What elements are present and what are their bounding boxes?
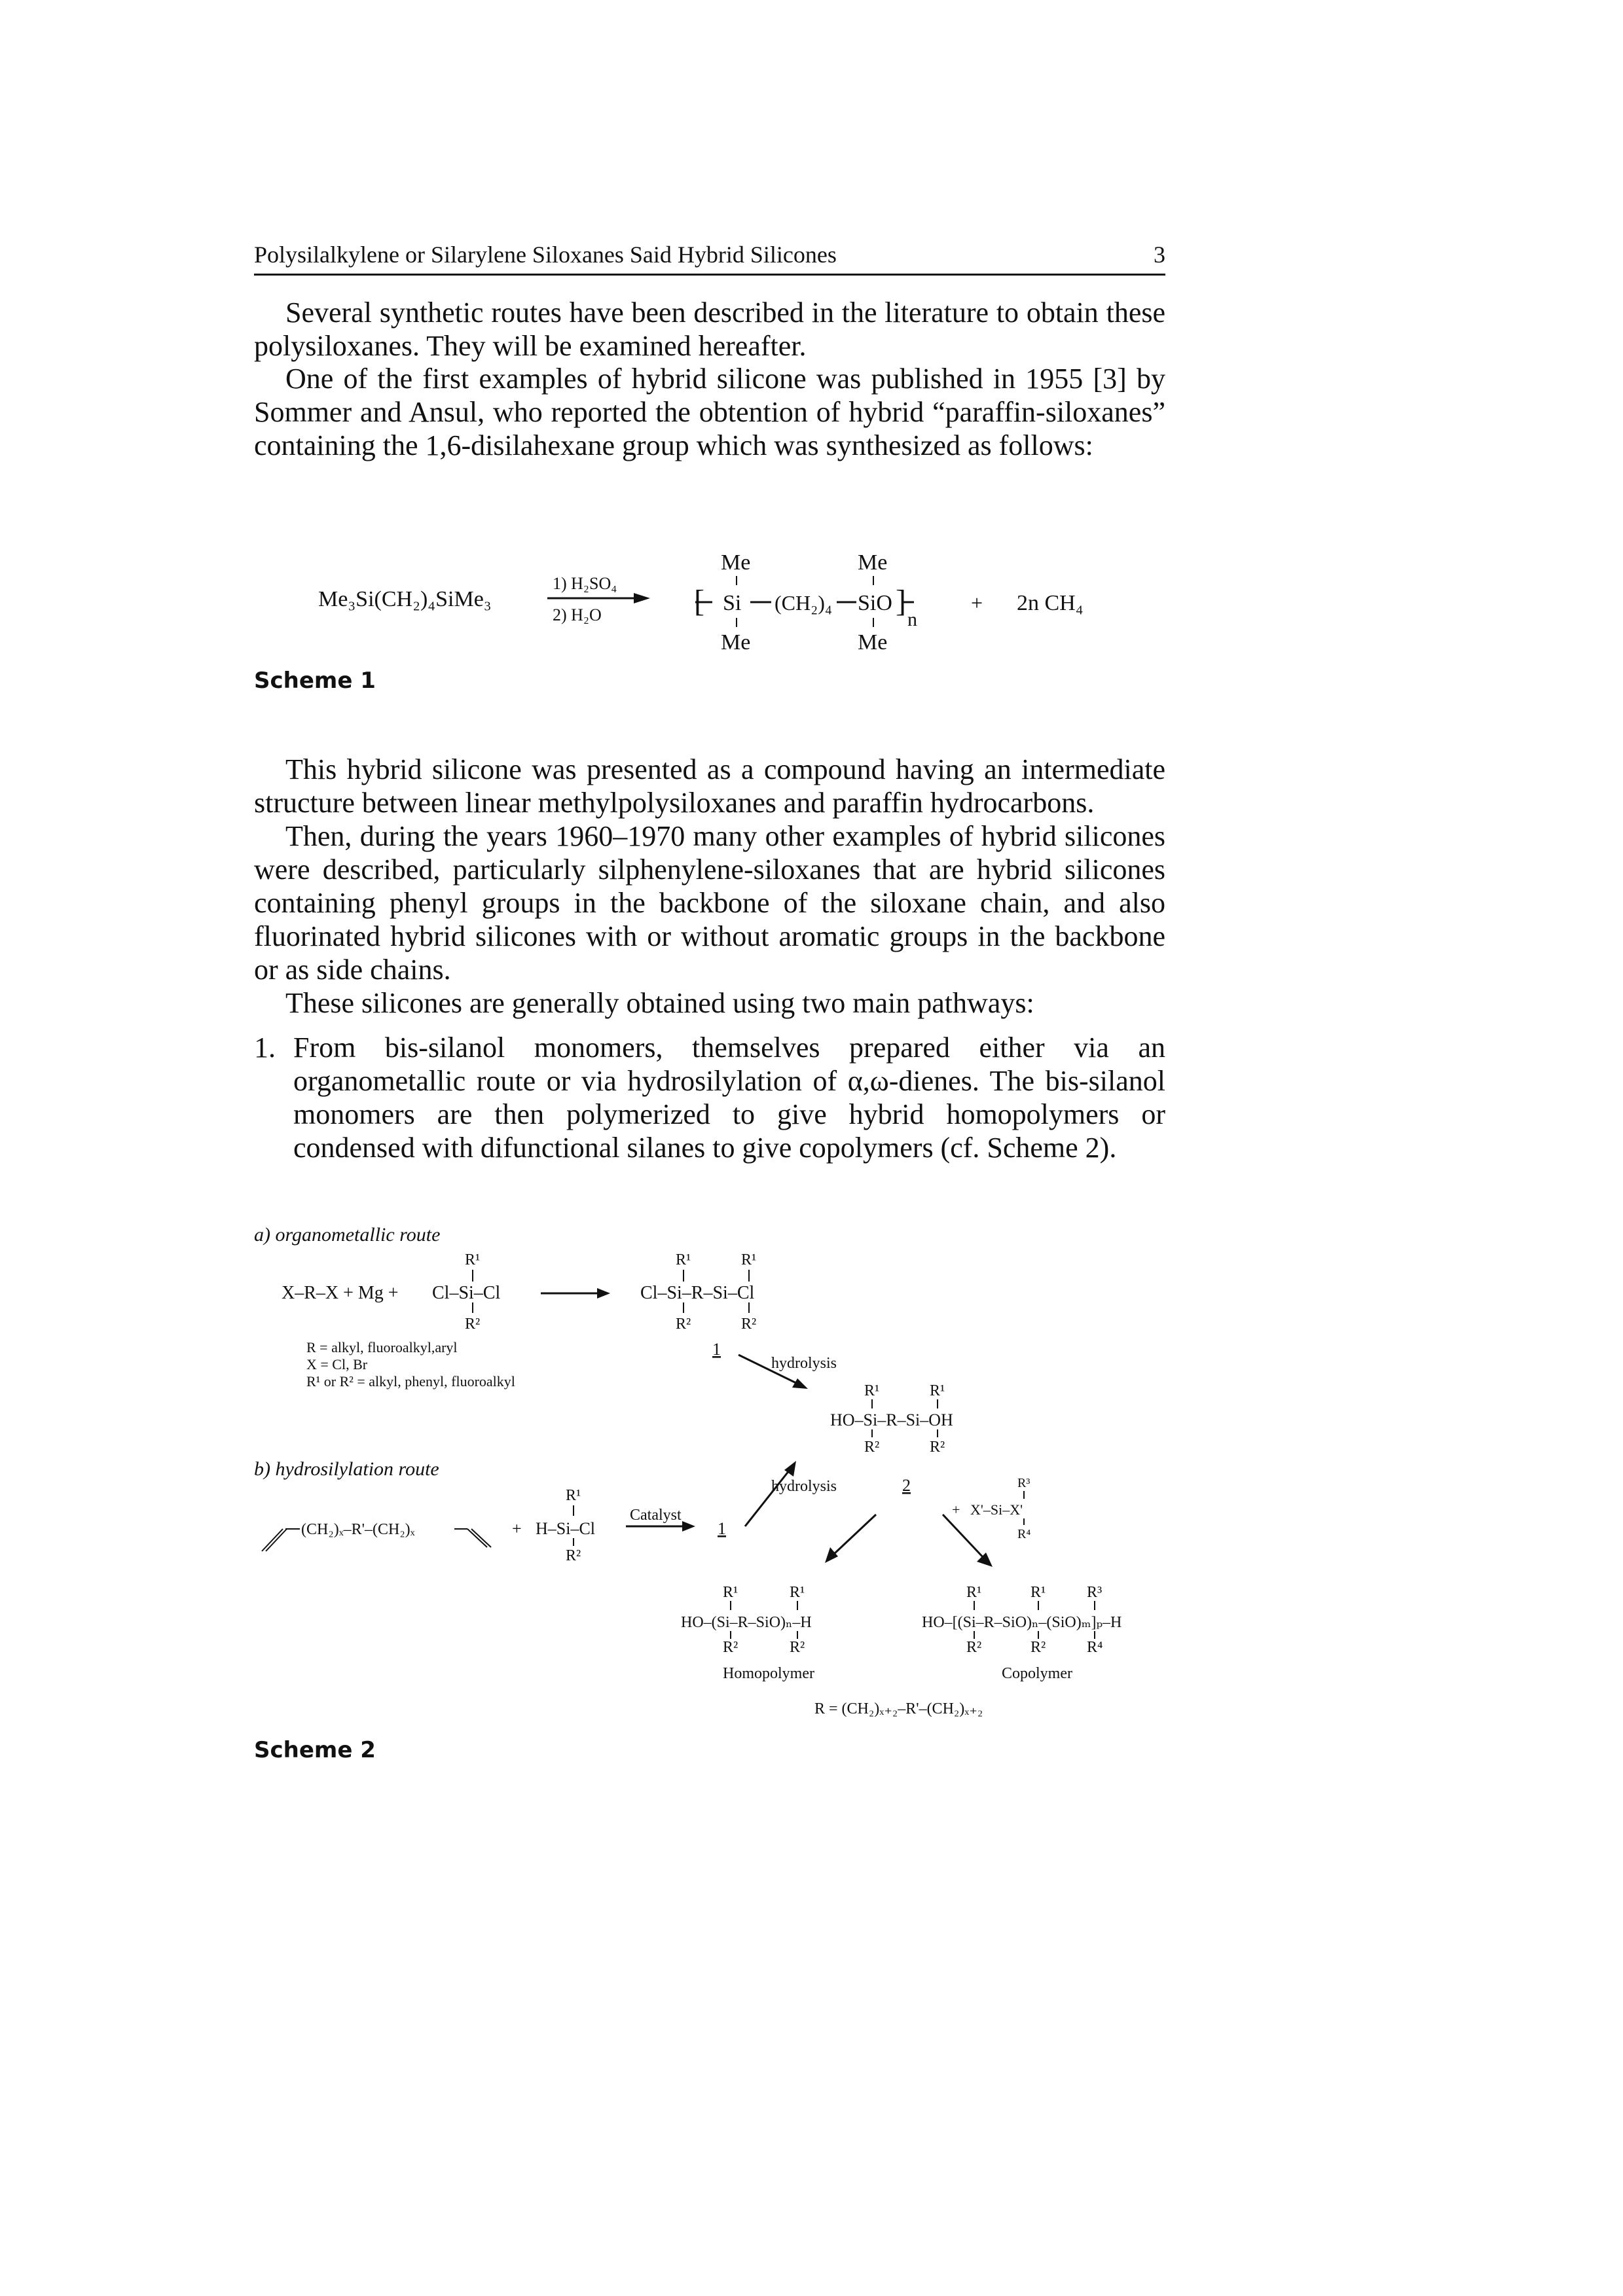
scheme2-compound-2: 2: [902, 1476, 911, 1495]
scheme2-a-product: Cl–Si–R–Si–Cl: [640, 1283, 755, 1303]
scheme2-a-r1: R¹: [465, 1251, 481, 1268]
scheme2-xsilane-plus: +: [952, 1501, 960, 1518]
scheme2-co-r1-left: R¹: [966, 1584, 982, 1601]
scheme1-chain: (CH₂)₄: [775, 591, 833, 615]
scheme1-byproduct: 2n CH₄: [1017, 591, 1084, 615]
page-number: 3: [1154, 242, 1165, 268]
scheme2-silanol-r2-left: R²: [864, 1439, 880, 1456]
scheme2-copolymer-formula: HO–[(Si–R–SiO)ₙ–(SiO)ₘ]ₚ–H: [922, 1614, 1122, 1631]
scheme1-step2: 2) H₂O: [553, 605, 602, 624]
scheme2-def-x: X = Cl, Br: [306, 1356, 368, 1372]
scheme2-homopolymer-arrow: [833, 1515, 876, 1555]
scheme1-me-bottom-2: Me: [858, 630, 888, 655]
scheme2-xsilane-r4: R⁴: [1017, 1527, 1031, 1541]
scheme2-a-silane: Cl–Si–Cl: [432, 1283, 501, 1303]
running-title: Polysilalkylene or Silarylene Siloxanes Said Hybrid Silicones: [254, 242, 837, 268]
paragraph-4: Then, during the years 1960–1970 many other examples of hybrid silicones were described, particularly silphenylene-siloxanes that are hybrid silicones containing phenyl groups in the backbone of the siloxane chain, and also fluorinated hybrid silicones with or without aromatic groups in the backbone or as side chains.: [254, 820, 1165, 986]
scheme2-a-r2: R²: [465, 1316, 481, 1333]
scheme2-co-r4: R⁴: [1087, 1639, 1103, 1656]
list-item-1-number: 1.: [254, 1031, 276, 1064]
scheme2-r-definition: R = (CH₂)ₓ₊₂–R'–(CH₂)ₓ₊₂: [814, 1700, 983, 1717]
running-header: [254, 237, 1165, 276]
scheme2-a-prod-r2-left: R²: [676, 1316, 691, 1333]
list-item-1-text: From bis-silanol monomers, themselves prepared either via an organometallic route or via hydrosilylation of α,ω-dienes. The bis-silanol monomers are then polymerized to give hybrid homopolymers or condensed with difunctional silanes to give copolymers (cf. Scheme 2).: [293, 1031, 1165, 1164]
paragraph-3: This hybrid silicone was presented as a compound having an intermediate structure between linear methylpolysiloxanes and paraffin hydrocarbons.: [254, 753, 1165, 819]
scheme1-me-bottom-1: Me: [721, 630, 751, 655]
scheme2-co-r2-right: R²: [1030, 1639, 1046, 1656]
scheme2-co-r3: R³: [1087, 1584, 1103, 1601]
scheme2-homo-r1-left: R¹: [723, 1584, 739, 1601]
svg-text:]: ]: [896, 584, 906, 619]
scheme-1-reaction: [254, 537, 1165, 668]
scheme2-a-reactants: X–R–X + Mg +: [282, 1283, 399, 1303]
scheme2-hydrolysis-label-b: hydrolysis: [771, 1478, 837, 1495]
scheme2-homopolymer-label: Homopolymer: [723, 1665, 814, 1682]
scheme1-si: Si: [723, 591, 742, 615]
paragraph-1: Several synthetic routes have been described in the literature to obtain these polysiloxanes. They will be examined hereafter.: [254, 296, 1165, 362]
scheme1-plus: +: [971, 591, 983, 615]
scheme2-diene: (CH₂)ₓ–R'–(CH₂)ₓ: [301, 1521, 415, 1538]
scheme2-b-plus: +: [512, 1519, 522, 1538]
scheme2-a-prod-r2-right: R²: [741, 1316, 757, 1333]
scheme2-hsilane: H–Si–Cl: [536, 1519, 596, 1538]
scheme2-silanol: HO–Si–R–Si–OH: [830, 1410, 953, 1429]
paragraph-2: One of the first examples of hybrid silicone was published in 1955 [3] by Sommer and Ansul, who reported the obtention of hybrid “paraffin-siloxanes” containing the 1,6-disilahexane group which was synthesized as follows:: [254, 363, 1165, 461]
scheme2-route-a-title: a) organometallic route: [254, 1224, 441, 1246]
scheme2-homopolymer-formula: HO–(Si–R–SiO)ₙ–H: [681, 1614, 812, 1631]
scheme-2-label: Scheme 2: [254, 1737, 376, 1763]
scheme2-hsilane-r1: R¹: [566, 1487, 581, 1504]
scheme2-co-r1-right: R¹: [1030, 1584, 1046, 1601]
scheme2-homo-r2-right: R²: [790, 1639, 805, 1656]
scheme2-hydrolysis-label-a: hydrolysis: [771, 1355, 837, 1372]
scheme2-homo-r1-right: R¹: [790, 1584, 805, 1601]
scheme1-reactant: Me₃Si(CH₂)₄SiMe₃: [318, 587, 492, 611]
scheme2-a-prod-r1-right: R¹: [741, 1251, 757, 1268]
scheme2-catalyst: Catalyst: [630, 1507, 682, 1524]
scheme2-homo-r2-left: R²: [723, 1639, 739, 1656]
scheme2-compound-1-a: 1: [712, 1340, 721, 1359]
scheme2-copolymer-arrow: [943, 1515, 985, 1559]
scheme2-silanol-r1-left: R¹: [864, 1382, 880, 1399]
scheme1-me-top-1: Me: [721, 550, 751, 575]
scheme2-hsilane-r2: R²: [566, 1547, 581, 1564]
scheme1-me-top-2: Me: [858, 550, 888, 575]
scheme2-route-b-title: b) hydrosilylation route: [254, 1458, 439, 1480]
scheme2-compound-1-b: 1: [718, 1519, 726, 1538]
scheme2-def-r: R = alkyl, fluoroalkyl,aryl: [306, 1339, 458, 1355]
scheme2-co-r2-left: R²: [966, 1639, 982, 1656]
scheme1-arrowhead: [634, 593, 650, 603]
scheme-1-label: Scheme 1: [254, 668, 376, 694]
scheme1-sio: SiO: [858, 591, 892, 615]
scheme2-def-r12: R¹ or R² = alkyl, phenyl, fluoroalkyl: [306, 1373, 515, 1390]
scheme2-a-prod-r1-left: R¹: [676, 1251, 691, 1268]
scheme2-copolymer-label: Copolymer: [1002, 1665, 1072, 1682]
scheme2-xsilane: X'–Si–X': [970, 1501, 1023, 1518]
scheme1-step1: 1) H₂SO₄: [553, 574, 617, 593]
scheme1-n: n: [907, 609, 917, 630]
svg-text:[: [: [694, 584, 704, 619]
scheme2-silanol-r2-right: R²: [930, 1439, 945, 1456]
scheme2-xsilane-r3: R³: [1017, 1476, 1030, 1490]
scheme-2-reaction: [254, 1217, 1165, 1734]
scheme2-silanol-r1-right: R¹: [930, 1382, 945, 1399]
paragraph-5: These silicones are generally obtained using two main pathways:: [285, 987, 1034, 1019]
